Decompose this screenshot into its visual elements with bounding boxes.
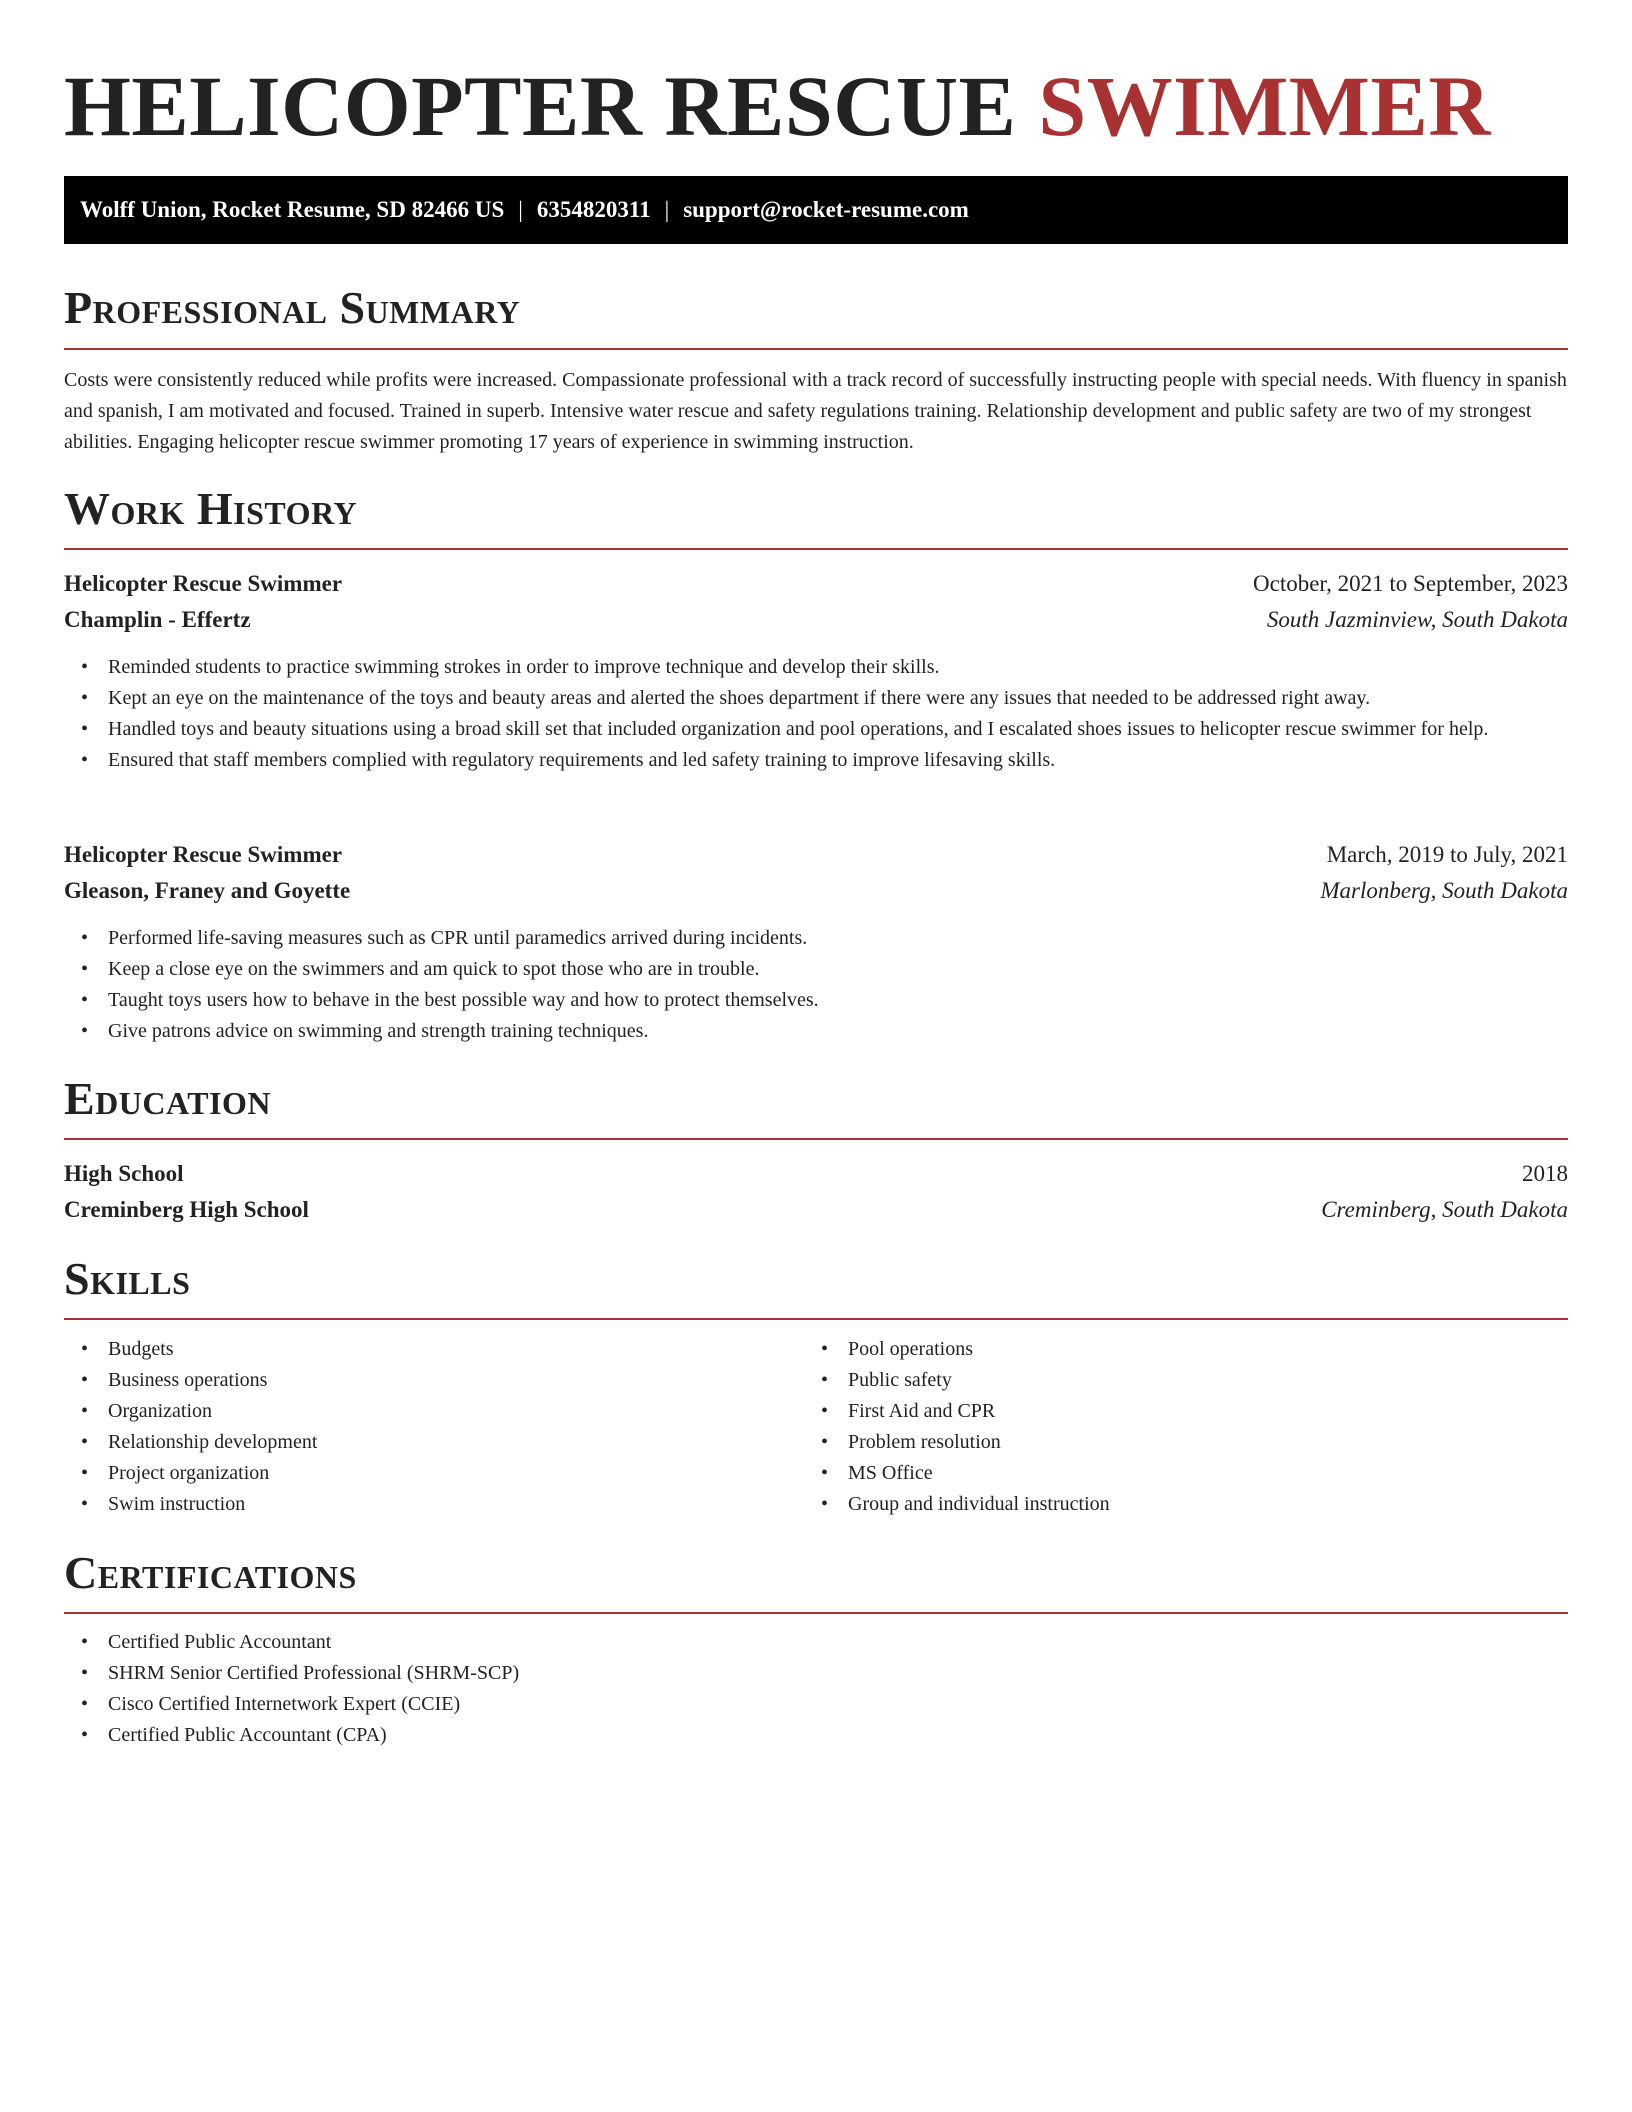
list-item: • Performed life-saving measures such as CPR until paramedics arrived during incidents. [64, 923, 1568, 954]
section-divider [64, 348, 1568, 350]
section-title-summary: Professional Summary [64, 282, 521, 333]
job-dates: March, 2019 to July, 2021 [1326, 842, 1568, 867]
job-dates: October, 2021 to September, 2023 [1253, 571, 1568, 596]
certification-item: • Certified Public Accountant [64, 1627, 1568, 1658]
education-school: Creminberg High School [64, 1197, 309, 1222]
job-location: South Jazminview, South Dakota [1266, 607, 1568, 632]
contact-separator: | [664, 197, 670, 222]
list-item: • Give patrons advice on swimming and strength training techniques. [64, 1016, 1568, 1047]
list-item: • Kept an eye on the maintenance of the toys and beauty areas and alerted the shoes department if there were any issues that needed to be addressed right away. [64, 683, 1568, 714]
education-location: Creminberg, South Dakota [1321, 1197, 1568, 1222]
skills-list-left [64, 1334, 804, 1520]
list-item: • Taught toys users how to behave in the best possible way and how to protect themselves. [64, 985, 1568, 1016]
resume-name [64, 56, 1491, 156]
job-location: Marlonberg, South Dakota [1320, 878, 1568, 903]
section-title-certifications: Certifications [64, 1547, 357, 1598]
summary-text: Costs were consistently reduced while profits were increased. Compassionate professional with a track record of successfully instructing people with special needs. With fluency in spanish and spanish, I am motivated and focused. Trained in superb. Intensive water rescue and safety regulations training. Relationship development and public safety are two of my strongest abilities. Engaging helicopter rescue swimmer promoting 17 years of experience in swimming instruction. [64, 369, 1567, 453]
education-header [64, 1156, 1568, 1192]
skill-item: • Project organization [64, 1458, 804, 1489]
job-header [64, 837, 1568, 873]
education-year: 2018 [1522, 1161, 1568, 1186]
skills-list-right [804, 1334, 1568, 1520]
section-divider [64, 1612, 1568, 1614]
certification-item: • Certified Public Accountant (CPA) [64, 1720, 1568, 1751]
skill-item: • Problem resolution [804, 1427, 1568, 1458]
job-header [64, 566, 1568, 602]
job-company: Champlin - Effertz [64, 607, 251, 632]
section-title-work: Work History [64, 483, 358, 534]
section-divider [64, 548, 1568, 550]
section-title-skills: Skills [64, 1253, 191, 1304]
skill-item: • Swim instruction [64, 1489, 804, 1520]
job-role: Helicopter Rescue Swimmer [64, 571, 343, 596]
job-role: Helicopter Rescue Swimmer [64, 842, 343, 867]
skill-item: • Public safety [804, 1365, 1568, 1396]
contact-phone: 6354820311 [536, 197, 651, 222]
skill-item: • Business operations [64, 1365, 804, 1396]
contact-bar [64, 176, 1568, 244]
section-divider [64, 1138, 1568, 1140]
contact-email: support@rocket-resume.com [683, 197, 969, 222]
skill-item: • Budgets [64, 1334, 804, 1365]
name-last: SWIMMER [1038, 58, 1491, 154]
certifications-list [64, 1627, 1568, 1751]
list-item: • Handled toys and beauty situations using a broad skill set that included organization and pool operations, and I escalated shoes issues to helicopter rescue swimmer for help. [64, 714, 1568, 745]
section-divider [64, 1318, 1568, 1320]
list-item: • Ensured that staff members complied with regulatory requirements and led safety training to improve lifesaving skills. [64, 745, 1568, 776]
education-subheader [64, 1192, 1568, 1228]
certification-item: • Cisco Certified Internetwork Expert (CCIE) [64, 1689, 1568, 1720]
education-degree: High School [64, 1161, 184, 1186]
skill-item: • Pool operations [804, 1334, 1568, 1365]
contact-separator: | [518, 197, 523, 222]
list-item: • Keep a close eye on the swimmers and am quick to spot those who are in trouble. [64, 954, 1568, 985]
contact-address: Wolff Union, Rocket Resume, SD 82466 US [80, 197, 505, 222]
skill-item: • First Aid and CPR [804, 1396, 1568, 1427]
job-bullets [64, 923, 1568, 1047]
job-bullets [64, 652, 1568, 776]
certification-item: • SHRM Senior Certified Professional (SHRM-SCP) [64, 1658, 1568, 1689]
skill-item: • Group and individual instruction [804, 1489, 1568, 1520]
list-item: • Reminded students to practice swimming strokes in order to improve technique and develop their skills. [64, 652, 1568, 683]
skill-item: • Relationship development [64, 1427, 804, 1458]
section-title-education: Education [64, 1073, 272, 1124]
skill-item: • Organization [64, 1396, 804, 1427]
job-subheader [64, 873, 1568, 909]
skill-item: • MS Office [804, 1458, 1568, 1489]
job-subheader [64, 602, 1568, 638]
name-first: HELICOPTER RESCUE [64, 58, 1017, 154]
job-company: Gleason, Franey and Goyette [64, 878, 351, 903]
